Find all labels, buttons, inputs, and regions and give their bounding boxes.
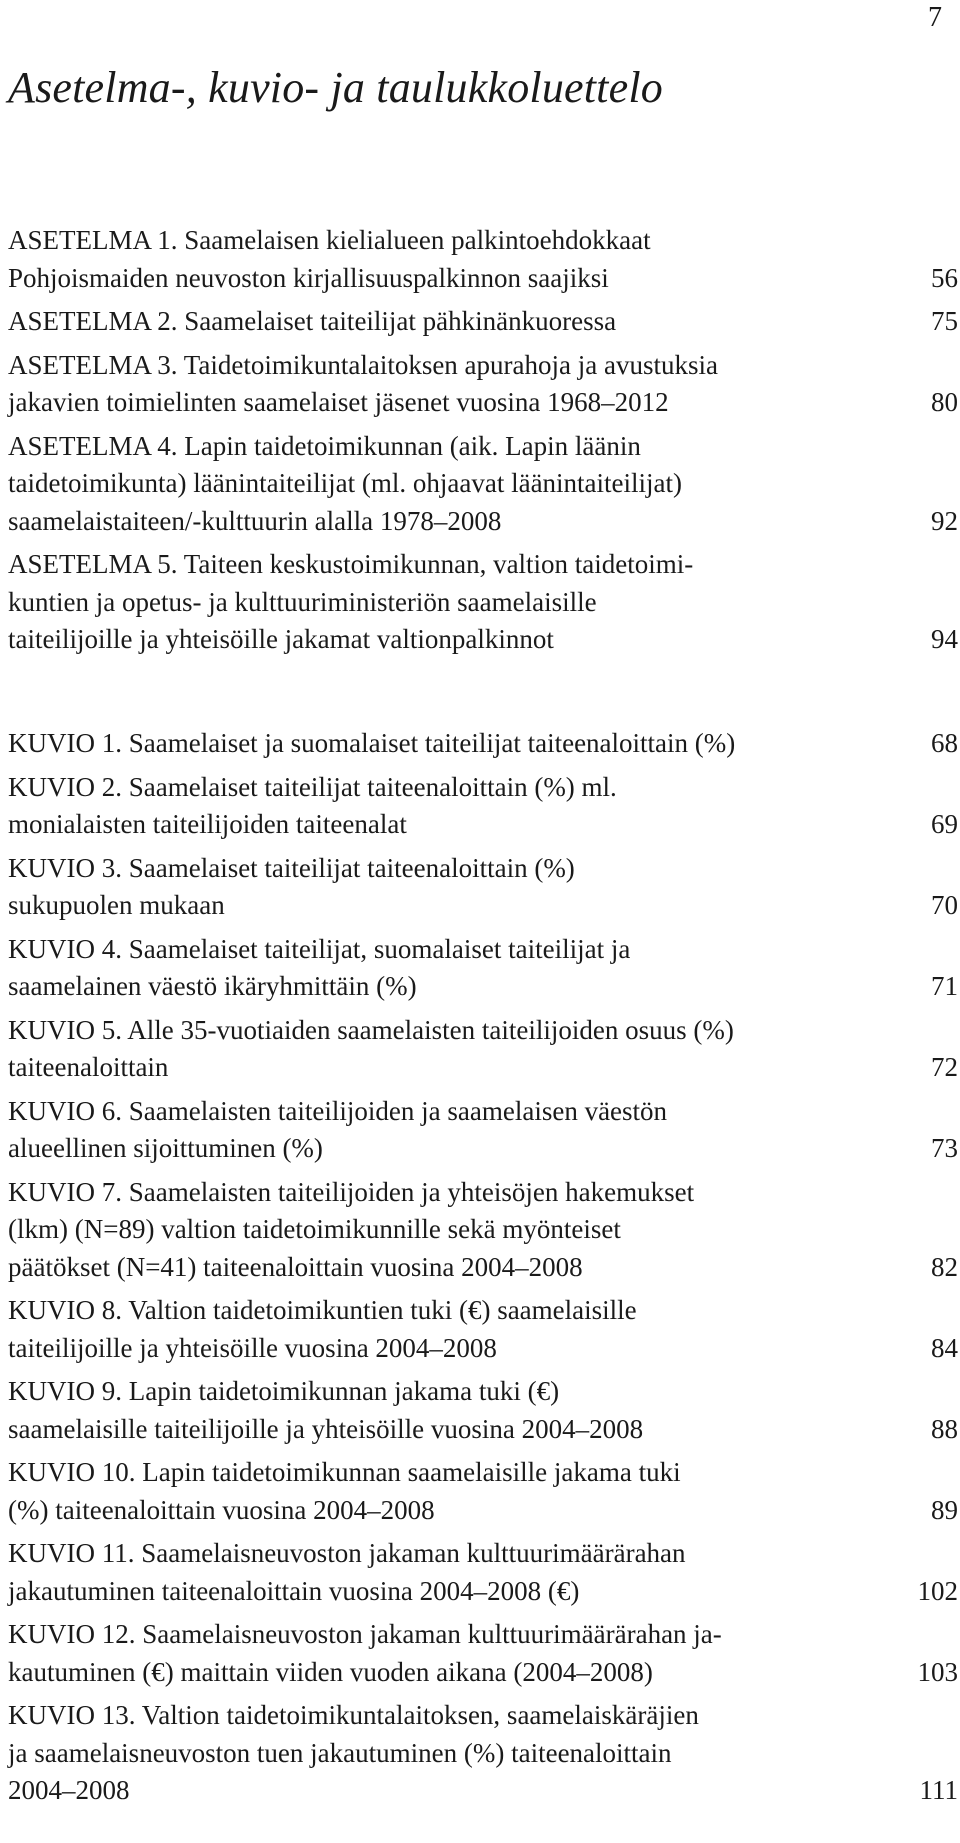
asetelma-page-number: 75 <box>931 306 958 336</box>
asetelma-page-number: 56 <box>931 262 958 293</box>
kuvio-page-number: 88 <box>931 1413 958 1444</box>
asetelma-entry-line: kuntien ja opetus- ja kulttuuriministeriön saamelaisille <box>8 586 597 617</box>
kuvio-entry-line: monialaisten taiteilijoiden taiteenalat <box>8 809 407 839</box>
kuvio-entry-line: KUVIO 9. Lapin taidetoimikunnan jakama tuki (€) <box>8 1376 560 1406</box>
asetelma-list <box>8 222 958 659</box>
kuvio-page-number: 73 <box>931 1133 958 1163</box>
asetelma-page-number: 80 <box>931 387 958 417</box>
kuvio-page-number: 84 <box>931 1332 958 1363</box>
kuvio-entry-line: päätökset (N=41) taiteenaloittain vuosina 2004–2008 <box>8 1251 583 1282</box>
kuvio-page-number: 68 <box>931 728 958 758</box>
kuvio-page-number: 89 <box>931 1494 958 1525</box>
kuvio-entry-line: KUVIO 10. Lapin taidetoimikunnan saamelaisille jakama tuki <box>8 1457 681 1487</box>
kuvio-entry <box>8 850 958 925</box>
asetelma-entry <box>8 303 958 341</box>
kuvio-page-number: 72 <box>931 1052 958 1082</box>
kuvio-entry-line: KUVIO 8. Valtion taidetoimikuntien tuki (€) saamelaisille <box>8 1295 637 1325</box>
page-number: 7 <box>928 2 942 33</box>
kuvio-entry-line: KUVIO 2. Saamelaiset taiteilijat taiteenaloittain (%) ml. <box>8 771 617 802</box>
kuvio-entry-line: sukupuolen mukaan <box>8 890 225 920</box>
asetelma-entry-line: ASETELMA 2. Saamelaiset taiteilijat pähkinänkuoressa <box>8 306 617 336</box>
kuvio-entry-line: alueellinen sijoittuminen (%) <box>8 1133 323 1163</box>
page-title: Asetelma-, kuvio- ja taulukkoluettelo <box>8 63 663 112</box>
kuvio-entry <box>8 1093 958 1168</box>
kuvio-entry-line: 2004–2008 <box>8 1775 130 1805</box>
kuvio-entry-line: saamelainen väestö ikäryhmittäin (%) <box>8 971 417 1001</box>
asetelma-entry-line: ASETELMA 1. Saamelaisen kielialueen palkintoehdokkaat <box>8 225 651 255</box>
kuvio-entry-line: saamelaisille taiteilijoille ja yhteisöille vuosina 2004–2008 <box>8 1413 644 1444</box>
kuvio-entry <box>8 1292 958 1367</box>
asetelma-entry-line: taiteilijoille ja yhteisöille jakamat valtionpalkinnot <box>8 624 554 654</box>
kuvio-entry <box>8 1535 958 1610</box>
kuvio-entry <box>8 725 958 763</box>
kuvio-page-number: 82 <box>931 1251 958 1282</box>
asetelma-entry-line: ASETELMA 5. Taiteen keskustoimikunnan, valtion taidetoimi- <box>8 549 694 579</box>
kuvio-entry <box>8 931 958 1006</box>
kuvio-page-number: 70 <box>931 890 958 920</box>
asetelma-entry <box>8 347 958 422</box>
kuvio-entry-line: taiteenaloittain <box>8 1052 169 1082</box>
asetelma-page-number: 92 <box>931 505 958 536</box>
kuvio-entry-line: (lkm) (N=89) valtion taidetoimikunnille sekä myönteiset <box>8 1214 621 1244</box>
asetelma-entry-line: saamelaistaiteen/-kulttuurin alalla 1978–2008 <box>8 505 502 536</box>
kuvio-entry-line: taiteilijoille ja yhteisöille vuosina 2004–2008 <box>8 1332 497 1363</box>
asetelma-entry-line: Pohjoismaiden neuvoston kirjallisuuspalkinnon saajiksi <box>8 262 609 293</box>
kuvio-entry <box>8 1373 958 1448</box>
kuvio-entry <box>8 1012 958 1087</box>
asetelma-entry <box>8 428 958 541</box>
kuvio-entry-line: KUVIO 5. Alle 35-vuotiaiden saamelaisten taiteilijoiden osuus (%) <box>8 1014 734 1045</box>
asetelma-entry-line: ASETELMA 4. Lapin taidetoimikunnan (aik. Lapin läänin <box>8 430 641 461</box>
kuvio-entry-line: KUVIO 7. Saamelaisten taiteilijoiden ja yhteisöjen hakemukset <box>8 1176 695 1207</box>
asetelma-page-number: 94 <box>931 624 958 654</box>
kuvio-list <box>8 725 958 1810</box>
kuvio-entry-line: KUVIO 12. Saamelaisneuvoston jakaman kulttuurimäärärahan ja- <box>8 1619 722 1649</box>
kuvio-entry <box>8 1697 958 1810</box>
asetelma-entry <box>8 222 958 297</box>
kuvio-entry-line: KUVIO 3. Saamelaiset taiteilijat taiteenaloittain (%) <box>8 852 575 883</box>
asetelma-entry-line: ASETELMA 3. Taidetoimikuntalaitoksen apurahoja ja avustuksia <box>8 349 718 380</box>
kuvio-entry-line: KUVIO 6. Saamelaisten taiteilijoiden ja saamelaisen väestön <box>8 1095 668 1126</box>
kuvio-entry-line: jakautuminen taiteenaloittain vuosina 2004–2008 (€) <box>8 1575 580 1606</box>
asetelma-entry-line: jakavien toimielinten saamelaiset jäsenet vuosina 1968–2012 <box>8 387 669 417</box>
kuvio-page-number: 69 <box>931 809 958 839</box>
kuvio-page-number: 103 <box>917 1656 958 1687</box>
kuvio-entry <box>8 1454 958 1529</box>
kuvio-entry-line: KUVIO 13. Valtion taidetoimikuntalaitoksen, saamelaiskäräjien <box>8 1700 699 1730</box>
kuvio-page-number: 102 <box>917 1575 958 1606</box>
kuvio-entry-line: KUVIO 1. Saamelaiset ja suomalaiset taiteilijat taiteenaloittain (%) <box>8 728 736 758</box>
kuvio-entry-line: kautuminen (€) maittain viiden vuoden aikana (2004–2008) <box>8 1656 653 1687</box>
kuvio-entry <box>8 769 958 844</box>
kuvio-entry-line: ja saamelaisneuvoston tuen jakautuminen (%) taiteenaloittain <box>8 1737 672 1768</box>
kuvio-entry-line: KUVIO 11. Saamelaisneuvoston jakaman kulttuurimäärärahan <box>8 1538 686 1568</box>
kuvio-entry-line: (%) taiteenaloittain vuosina 2004–2008 <box>8 1494 435 1525</box>
kuvio-page-number: 71 <box>931 971 958 1001</box>
kuvio-entry-line: KUVIO 4. Saamelaiset taiteilijat, suomalaiset taiteilijat ja <box>8 933 631 964</box>
asetelma-entry-line: taidetoimikunta) läänintaiteilijat (ml. ohjaavat läänintaiteilijat) <box>8 468 683 498</box>
asetelma-entry <box>8 546 958 659</box>
kuvio-page-number: 111 <box>919 1775 958 1805</box>
kuvio-entry <box>8 1616 958 1691</box>
kuvio-entry <box>8 1174 958 1287</box>
